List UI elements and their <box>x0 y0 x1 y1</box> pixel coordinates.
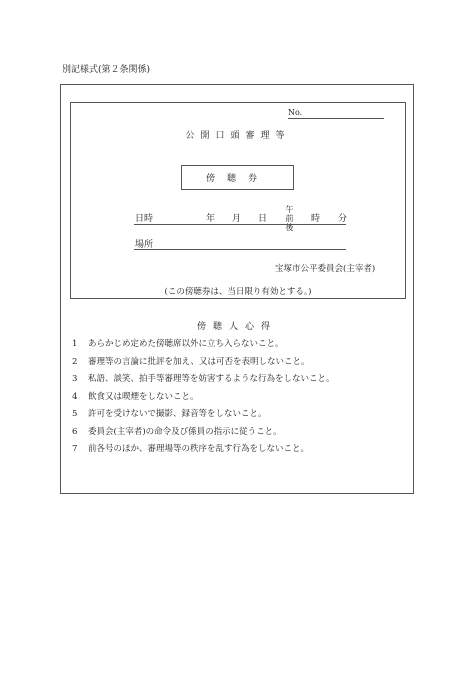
rule-number: 2 <box>72 356 78 367</box>
place-underline <box>134 249 346 250</box>
date-label: 日時 <box>135 214 154 224</box>
rule-text: 許可を受けないで撮影、録音等をしないこと。 <box>88 409 267 419</box>
rule-item <box>72 424 402 442</box>
rule-item <box>72 389 402 407</box>
form-label: 別記様式(第２条関係) <box>62 65 151 75</box>
ticket-title: 傍聴券 <box>205 174 269 184</box>
rule-number: 6 <box>72 426 78 437</box>
rule-number: 4 <box>72 391 78 402</box>
month-unit: 月 <box>232 214 242 224</box>
rule-text: 飲食又は喫煙をしないこと。 <box>88 391 199 402</box>
rules-title: 傍聴人心得 <box>196 322 277 332</box>
date-underline <box>134 224 346 225</box>
rule-number: 3 <box>72 374 78 384</box>
rule-number: 5 <box>72 409 78 419</box>
rule-text: 委員会(主宰者)の命令及び係員の指示に従うこと。 <box>88 426 282 437</box>
ticket-title-box <box>181 165 294 190</box>
rule-item <box>72 371 402 389</box>
rule-text: 前各号のほか、審理場等の秩序を乱す行為をしないこと。 <box>88 444 310 454</box>
rule-text: 審理等の言論に批評を加え、又は可否を表明しないこと。 <box>88 356 310 367</box>
rule-item <box>72 354 402 372</box>
am-pm-stack <box>285 205 294 232</box>
rule-text: あらかじめ定めた傍聴席以外に立ち入らないこと。 <box>88 339 284 349</box>
pm-label: 後 <box>285 223 294 232</box>
am-label: 午前 <box>285 205 294 223</box>
rules-list <box>72 336 402 459</box>
rule-number: 7 <box>72 444 78 454</box>
rule-number: 1 <box>72 339 78 349</box>
issuer: 宝塚市公平委員会(主宰者) <box>275 264 376 274</box>
minute-unit: 分 <box>338 214 348 224</box>
rule-item <box>72 441 402 459</box>
validity-note: (この傍聴券は、当日限り有効とする。) <box>164 287 312 297</box>
hearing-name: 公開口頭審理等 <box>185 131 291 141</box>
rule-text: 私語、談笑、拍手等審理等を妨害するような行為をしないこと。 <box>88 374 335 384</box>
year-unit: 年 <box>206 214 216 224</box>
place-label: 場所 <box>135 240 154 250</box>
hour-unit: 時 <box>311 214 321 224</box>
day-unit: 日 <box>258 214 268 224</box>
rule-item <box>72 406 402 424</box>
rule-item <box>72 336 402 354</box>
ticket-number-field: No. <box>288 108 384 119</box>
